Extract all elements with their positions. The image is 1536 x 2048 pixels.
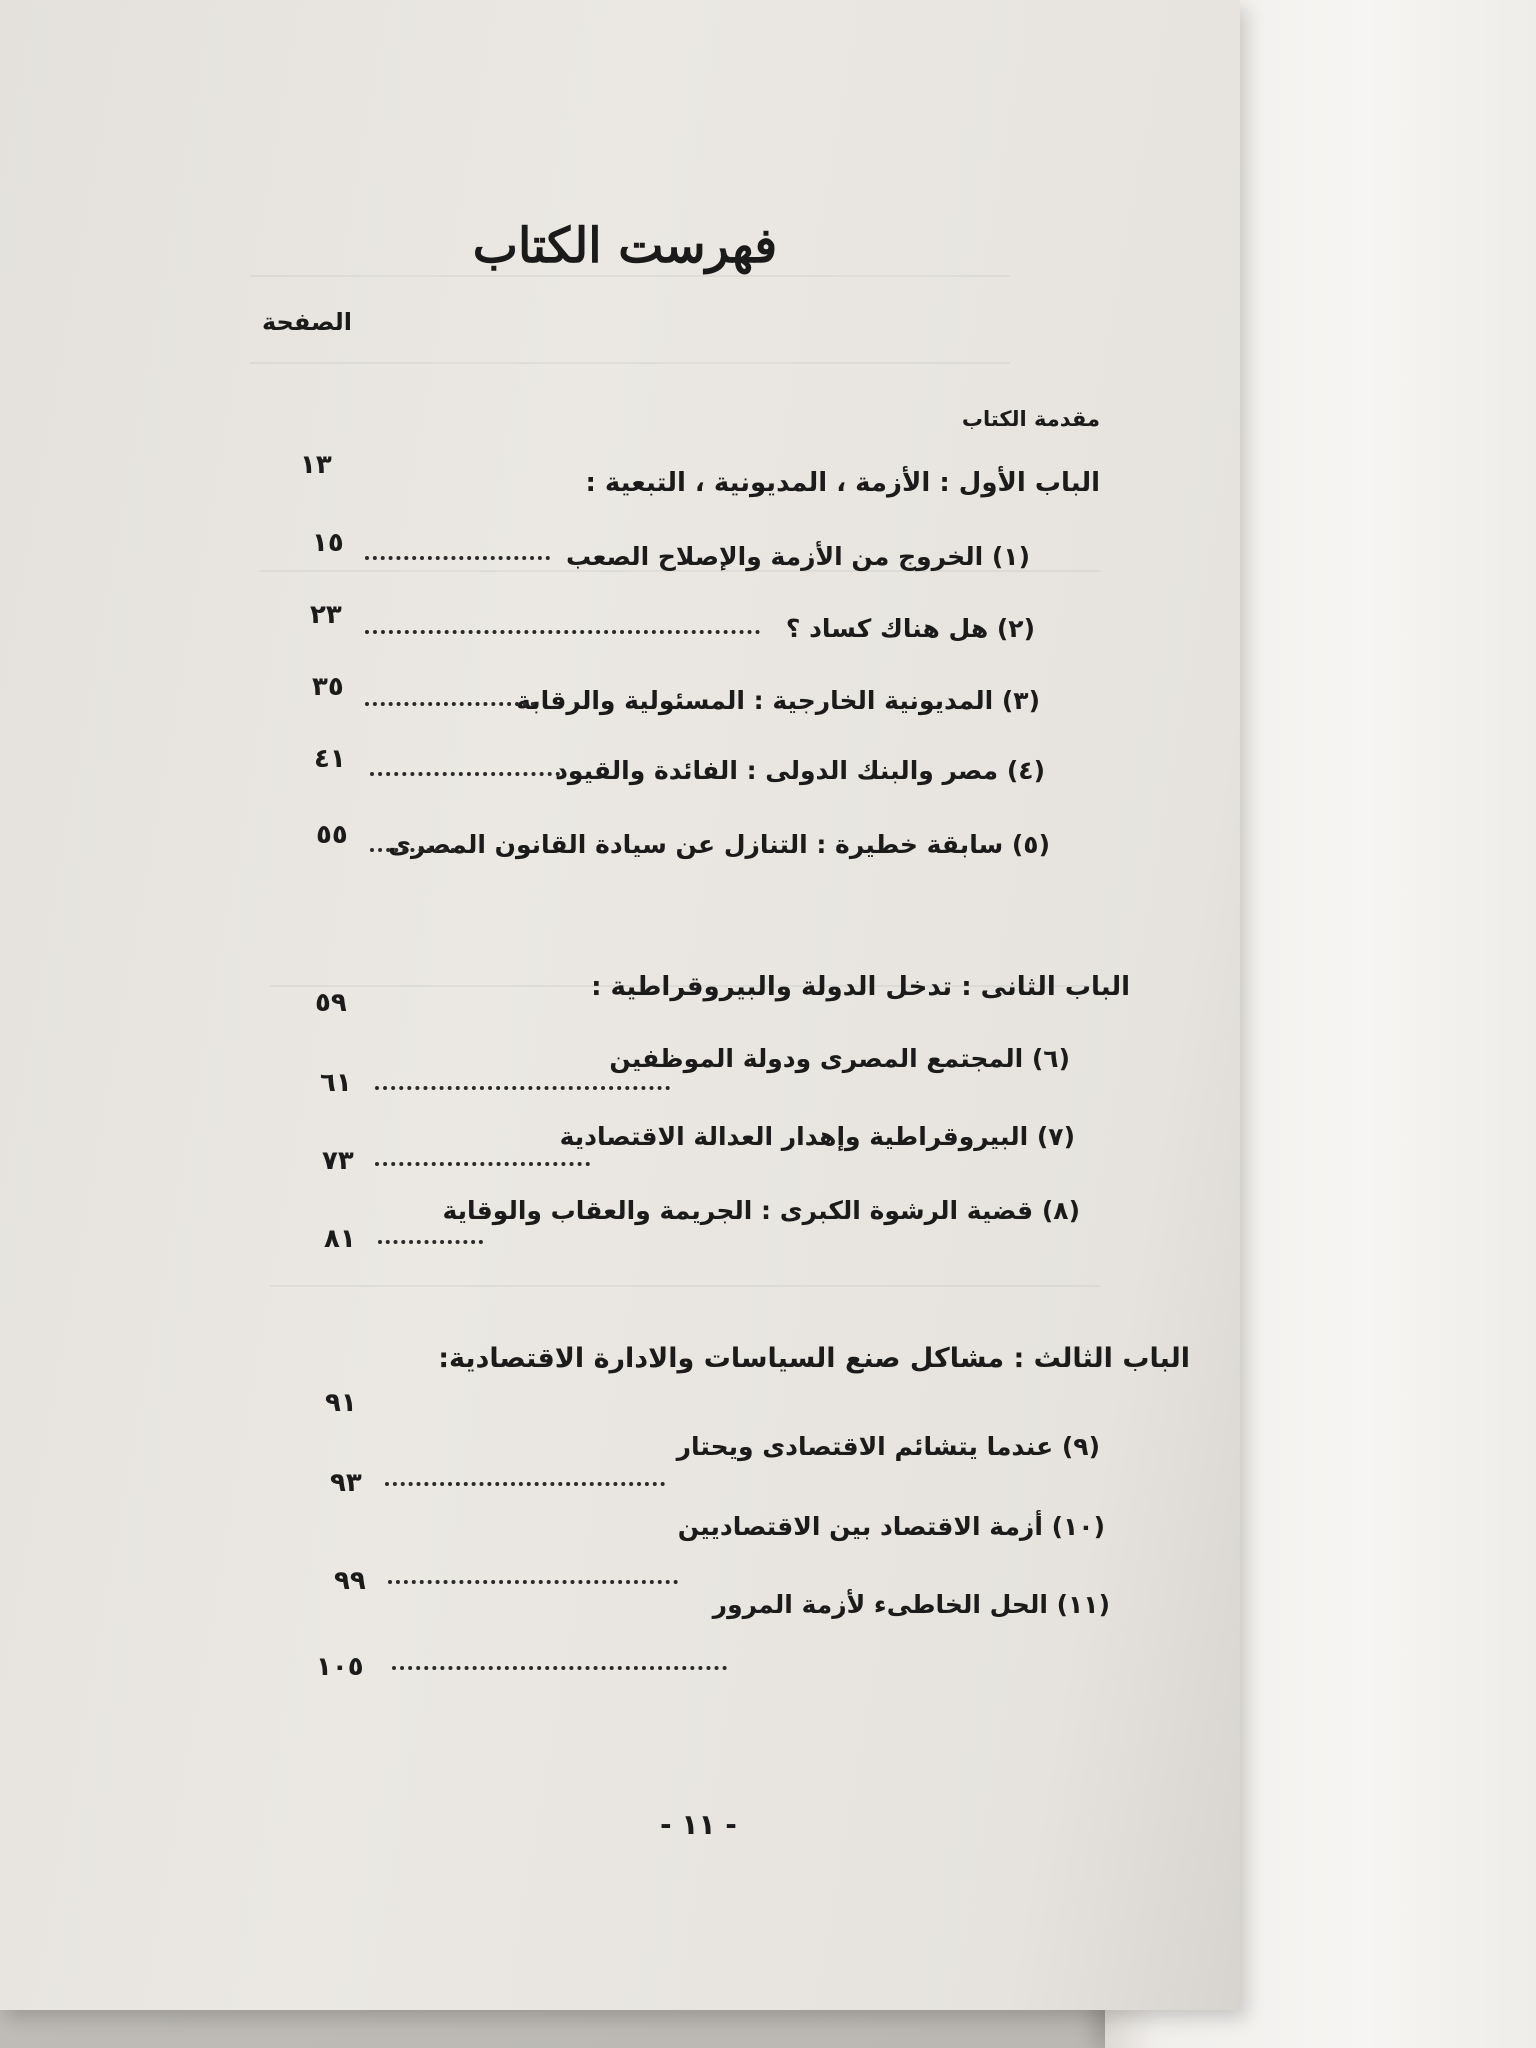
entry-page-number: ٦١ (320, 1068, 352, 1098)
toc-entry: (٨) قضية الرشوة الكبرى : الجريمة والعقاب والوقاية (442, 1196, 1080, 1225)
toc-entry: (٩) عندما يتشائم الاقتصادى ويحتار (676, 1432, 1100, 1461)
entry-page-number: ٤١ (314, 744, 346, 774)
entry-page-number: ٣٥ (312, 672, 344, 702)
dot-leader (388, 1580, 678, 1584)
dot-leader (385, 1482, 665, 1486)
dot-leader (370, 848, 455, 852)
show-through-line (250, 275, 1010, 277)
dot-leader (365, 702, 535, 706)
section-page-number: ٩١ (325, 1388, 357, 1418)
dot-leader (370, 772, 560, 776)
toc-entry: (٣) المديونية الخارجية : المسئولية والرقابة (516, 686, 1040, 715)
toc-entry: (٢) هل هناك كساد ؟ (785, 614, 1035, 643)
entry-page-number: ٩٩ (334, 1566, 366, 1596)
show-through-line (270, 1285, 1100, 1287)
entry-page-number: ٨١ (324, 1224, 356, 1254)
entry-page-number: ٩٣ (330, 1468, 362, 1498)
section-page-number: ٥٩ (315, 988, 347, 1018)
intro-heading: مقدمة الكتاب (961, 407, 1100, 431)
dot-leader (392, 1666, 727, 1670)
entry-page-number: ٢٣ (310, 600, 342, 630)
entry-page-number: ١٥ (312, 528, 344, 558)
entry-page-number: ٧٣ (322, 1146, 354, 1176)
entry-page-number: ٥٥ (316, 820, 348, 850)
dot-leader (365, 556, 550, 560)
section-heading: الباب الثالث : مشاكل صنع السياسات والادارة الاقتصادية: (438, 1343, 1190, 1374)
dot-leader (375, 1086, 670, 1090)
dot-leader (375, 1162, 590, 1166)
toc-entry: (١) الخروج من الأزمة والإصلاح الصعب (566, 542, 1030, 571)
section-heading: الباب الأول : الأزمة ، المديونية ، التبعية : (585, 468, 1100, 498)
toc-entry: (٥) سابقة خطيرة : التنازل عن سيادة القانون المصرى (388, 830, 1050, 859)
toc-entry: (١١) الحل الخاطىء لأزمة المرور (712, 1590, 1110, 1619)
dot-leader (365, 630, 760, 634)
toc-entry: (٤) مصر والبنك الدولى : الفائدة والقيود (555, 756, 1045, 785)
section-heading: الباب الثانى : تدخل الدولة والبيروقراطية : (591, 972, 1130, 1002)
page-number-footer: - ١١ - (660, 1808, 737, 1841)
toc-entry: (٦) المجتمع المصرى ودولة الموظفين (609, 1044, 1070, 1073)
show-through-line (250, 362, 1010, 364)
page-title: فهرست الكتاب (472, 218, 778, 274)
toc-entry: (٧) البيروقراطية وإهدار العدالة الاقتصادية (559, 1122, 1075, 1151)
entry-page-number: ١٠٥ (316, 1652, 364, 1682)
section-page-number: ١٣ (300, 450, 332, 480)
dot-leader (378, 1240, 483, 1244)
toc-entry: (١٠) أزمة الاقتصاد بين الاقتصاديين (677, 1512, 1105, 1541)
page-column-label: الصفحة (262, 308, 353, 336)
